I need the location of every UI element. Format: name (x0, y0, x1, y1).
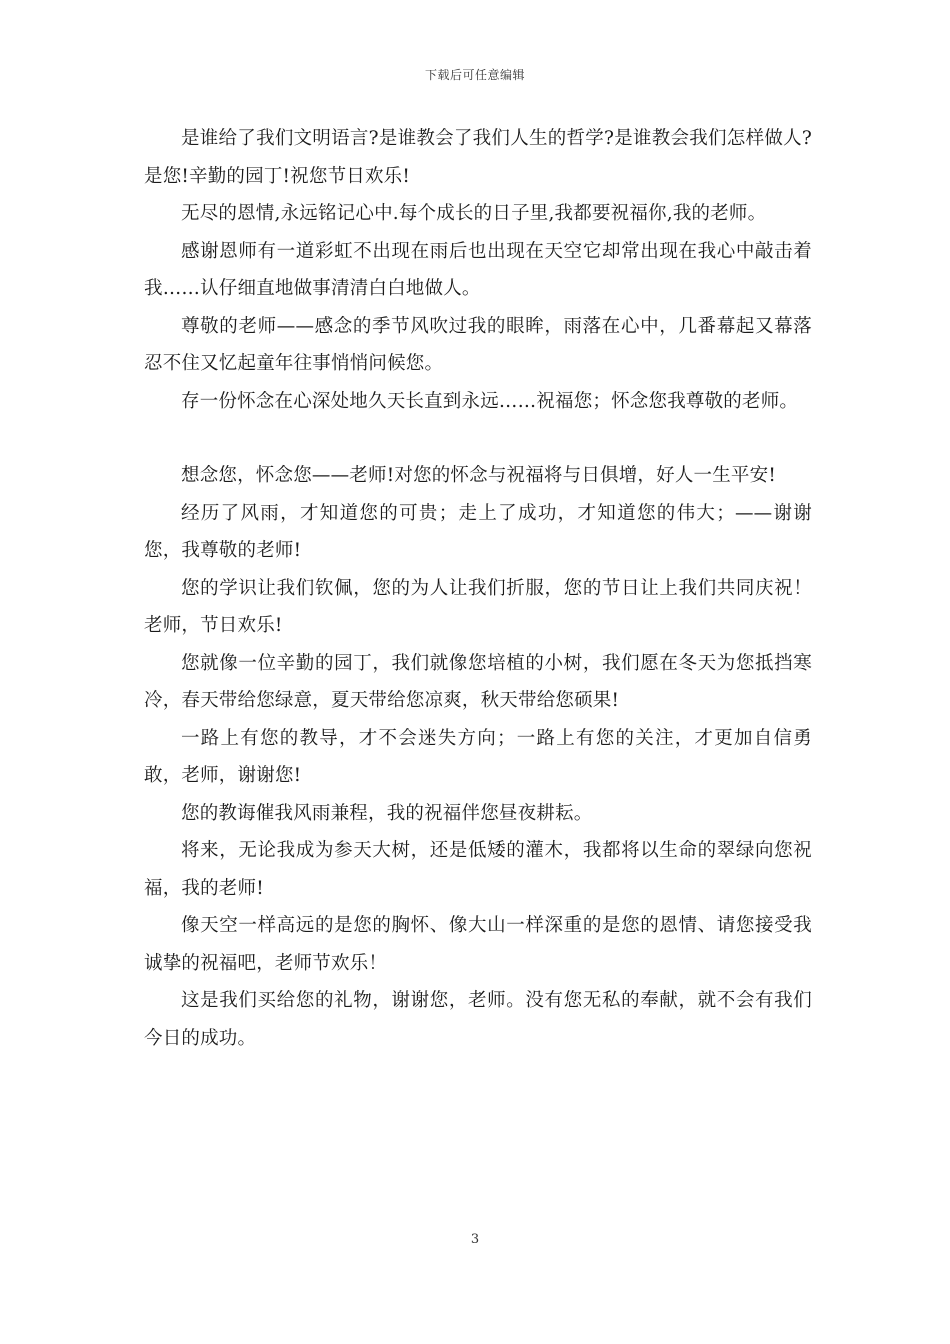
paragraph: 像天空一样高远的是您的胸怀、像大山一样深重的是您的恩情、请您接受我诚挚的祝福吧，老师节欢乐！ (144, 915, 812, 974)
document-body (144, 120, 812, 1057)
paragraph: 您的学识让我们钦佩，您的为人让我们折服，您的节日让上我们共同庆祝！老师，节日欢乐! (144, 577, 812, 636)
paragraph: 尊敬的老师——感念的季节风吹过我的眼眸，雨落在心中，几番幕起又幕落忍不住又忆起童年往事悄悄问候您。 (144, 315, 812, 374)
paragraph: 这是我们买给您的礼物，谢谢您，老师。没有您无私的奉献，就不会有我们今日的成功。 (144, 990, 812, 1049)
paragraph-spacer (144, 420, 812, 457)
paragraph: 是谁给了我们文明语言?是谁教会了我们人生的哲学?是谁教会我们怎样做人?是您!辛勤的园丁!祝您节日欢乐! (144, 128, 812, 187)
paragraph: 无尽的恩情,永远铭记心中.每个成长的日子里,我都要祝福你,我的老师。 (181, 203, 767, 224)
page-number: 3 (470, 1232, 480, 1247)
paragraph: 一路上有您的教导，才不会迷失方向；一路上有您的关注，才更加自信勇敢，老师，谢谢您! (144, 727, 812, 786)
paragraph: 存一份怀念在心深处地久天长直到永远……祝福您；怀念您我尊敬的老师。 (181, 390, 799, 412)
paragraph: 感谢恩师有一道彩虹不出现在雨后也出现在天空它却常出现在我心中敲击着我……认仔细直地做事清清白白地做人。 (144, 240, 812, 299)
paragraph: 想念您，怀念您——老师!对您的怀念与祝福将与日俱增，好人一生平安! (181, 465, 776, 486)
page-header: 下载后可任意编辑 (424, 68, 525, 82)
paragraph: 您的教诲催我风雨兼程，我的祝福伴您昼夜耕耘。 (181, 802, 593, 824)
paragraph: 经历了风雨，才知道您的可贵；走上了成功，才知道您的伟大；——谢谢您，我尊敬的老师! (144, 502, 812, 561)
paragraph: 将来，无论我成为参天大树，还是低矮的灌木，我都将以生命的翠绿向您祝福，我的老师! (144, 840, 812, 899)
paragraph: 您就像一位辛勤的园丁，我们就像您培植的小树，我们愿在冬天为您抵挡寒冷，春天带给您绿意，夏天带给您凉爽，秋天带给您硕果! (144, 652, 812, 711)
